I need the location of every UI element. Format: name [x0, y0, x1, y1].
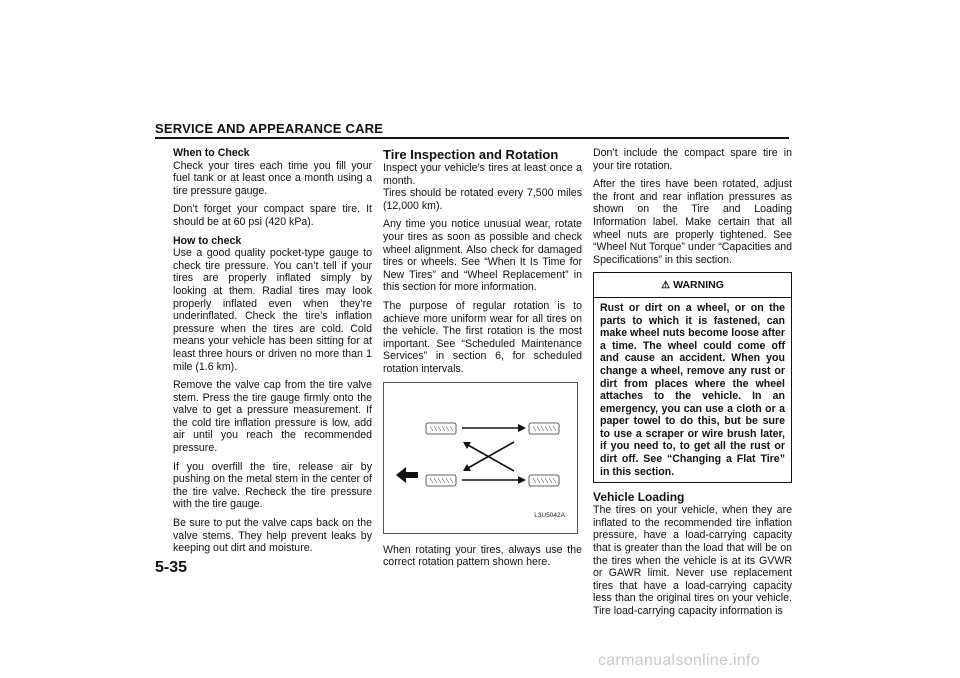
site-watermark: carmanualsonline.info [598, 652, 760, 669]
vehicle-loading-section [593, 491, 792, 617]
overfill-text: If you overfill the tire, release air by pushing on the metal stem in the center of the tire valve. Recheck the tire pressure with the tire gauge. [173, 460, 372, 511]
after-rotation-text: After the tires have been rotated, adjust the front and rear inflation pressures as shown on the Tire and Loading Information label. Make certain that all wheel nuts are properly tightened. See “Wheel Nut Torque” under “Capacities and Specifications” in this section. [593, 178, 792, 266]
warning-box [593, 272, 792, 483]
tire-front-left [426, 423, 456, 434]
arrow-front-right-to-rear-right [462, 476, 526, 484]
rotation-pattern-figure [383, 382, 578, 534]
header-rule [155, 137, 789, 139]
front-direction-arrow [396, 467, 418, 483]
column-right [593, 147, 792, 624]
rotation-pattern-text: When rotating your tires, always use the correct rotation pattern shown here. [383, 543, 582, 569]
inspection-section [383, 148, 582, 212]
how-to-check-heading: How to check [173, 234, 242, 247]
warning-header [594, 273, 791, 298]
when-to-check-text: Check your tires each time you fill your fuel tank or at least once a month using a tire pressure gauge. [173, 159, 372, 197]
running-header: SERVICE AND APPEARANCE CARE [155, 121, 384, 136]
page-number: 5-35 [155, 559, 188, 576]
spare-pressure-text: Don’t forget your compact spare tire. It should be at 60 psi (420 kPa). [173, 203, 372, 228]
column-middle [383, 147, 582, 575]
tire-rear-left [529, 423, 559, 434]
inspect-text: Inspect your vehicle’s tires at least once a month. [383, 162, 582, 187]
arrow-front-left-to-rear-left [462, 424, 526, 432]
warning-title: WARNING [673, 279, 724, 292]
spare-exclusion-text: Don’t include the compact spare tire in your tire rotation. [593, 147, 792, 172]
warning-text: Rust or dirt on a wheel, or on the parts to which it is fastened, can make wheel nuts become loose after a time. The wheel could come off and cause an accident. When you change a wheel, remove any rust or dirt from places where the wheel attaches to the vehicle. In an emergency, you can use a cloth or a paper towel to do this, but be sure to use a scraper or wire brush later, if you need to, to get all the rust or dirt off. See “Changing a Flat Tire” in this section. [600, 301, 785, 478]
tire-front-right [426, 475, 456, 486]
rotate-interval-text: Tires should be rotated every 7,500 miles (12,000 km). [383, 187, 582, 212]
when-to-check-heading: When to Check [173, 147, 250, 159]
valve-caps-text: Be sure to put the valve caps back on the valve stems. They help prevent leaks by keeping out dirt and moisture. [173, 517, 372, 555]
warning-triangle-icon: ⚠ [661, 280, 671, 292]
figure-code: L3U5042A [534, 511, 565, 519]
how-to-check-text: Use a good quality pocket-type gauge to check tire pressure. You can’t tell if your tires are properly inflated simply by looking at them. Radial tires may look properly inflated even when they’re underinflated. Check the tire’s inflation pressure when the tires are cold. Cold means your vehicle has been sitting for at least three hours or driven no more than 1 mile (1.6 km). [173, 247, 372, 373]
remove-cap-text: Remove the valve cap from the tire valve stem. Press the tire gauge firmly onto the valve to get a pressure measurement. If the cold tire inflation pressure is low, add air until you reach the recommended pressure. [173, 379, 372, 455]
how-to-check-section [173, 235, 372, 374]
vehicle-loading-text: The tires on your vehicle, when they are inflated to the recommended tire inflation pressure, have a load-carrying capacity that is greater than the load that will be on the tires when the vehicle is at its GVWR or GAWR limit. Never use replacement tires that have a load-carrying capacity less than the original tires on your vehicle. Tire load-carrying capacity information is [593, 504, 792, 617]
rotation-purpose-text: The purpose of regular rotation is to achieve more uniform wear for all tires on the vehicle. The first rotation is the most important. See “Scheduled Maintenance Services” in section 6, for scheduled rotation intervals. [383, 299, 582, 375]
inspection-rotation-heading: Tire Inspection and Rotation [383, 147, 559, 162]
vehicle-loading-heading: Vehicle Loading [593, 490, 685, 505]
unusual-wear-text: Any time you notice unusual wear, rotate your tires as soon as possible and check wheel alignment. Also check for damaged tires or wheels. See “When It Is Time for New Tires” and “Wheel Replacement” in this section for more information. [383, 218, 582, 294]
tire-rear-right [529, 475, 559, 486]
column-left [173, 147, 372, 561]
when-to-check-section [173, 147, 372, 197]
